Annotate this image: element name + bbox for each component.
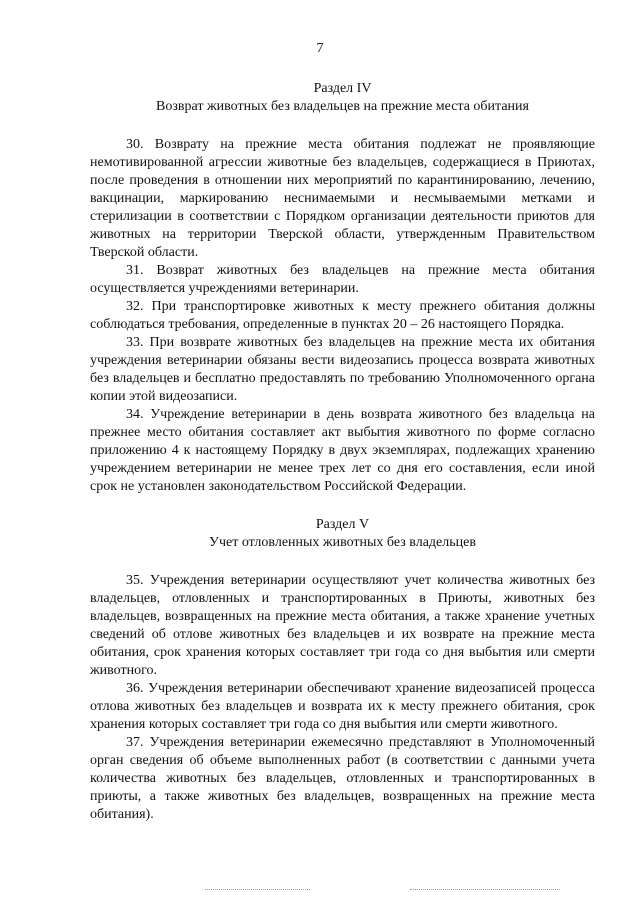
section-heading: Раздел V [315, 517, 370, 532]
paragraph-34: 34. Учреждение ветеринарии в день возврата животного без владельца на прежнее место обитания составляет акт выбытия животного по форме согласно приложению 4 к настоящему Порядку в двух экземплярах, подлежащих хранению учреждением ветеринарии не менее трех лет со дня его составления, если иной срок не установлен законодательством Российской Федерации. [90, 407, 595, 494]
paragraph-32: 32. При транспортировке животных к месту прежнего обитания должны соблюдаться требования, определенные в пунктах 20 – 26 настоящего Порядка. [90, 299, 595, 332]
page-number: 7 [316, 41, 324, 56]
paragraph-31: 31. Возврат животных без владельцев на прежние места обитания осуществляется учреждениями ветеринарии. [90, 263, 595, 296]
paragraph-30: 30. Возврату на прежние места обитания подлежат не проявляющие немотивированной агрессии животные без владельцев, содержащиеся в Приютах, после проведения в отношении них мероприятий по карантинированию, лечению, вакцинации, маркированию неснимаемыми и несмываемыми метками и стерилизации в соответствии с Порядком организации деятельности приютов для животных на территории Тверской области, утвержденным Правительством Тверской области. [90, 137, 595, 260]
section-title: Учет отловленных животных без владельцев [209, 535, 476, 550]
section-title: Возврат животных без владельцев на прежние места обитания [156, 99, 529, 114]
document-body [90, 80, 595, 824]
paragraph-36: 36. Учреждения ветеринарии обеспечивают хранение видеозаписей процесса отлова животных без владельцев и возврата их к месту прежнего обитания, срок хранения которых составляет три года со дня выбытия или смерти животного. [90, 681, 595, 732]
section-spacer [90, 496, 595, 516]
footer-rule-right [410, 889, 560, 890]
paragraph-33: 33. При возврате животных без владельцев на прежние места их обитания учреждения ветеринарии обязаны вести видеозапись процесса возврата животных без владельцев и бесплатно предоставлять по требованию Уполномоченного органа копии этой видеозаписи. [90, 335, 595, 404]
section-iv [90, 80, 595, 496]
paragraph-35: 35. Учреждения ветеринарии осуществляют учет количества животных без владельцев, отловленных и транспортированных в Приюты, животных без владельцев, возвращенных на прежние места обитания, а также хранение учетных сведений об отлове животных без владельцев и их возврате на прежние места обитания, срок хранения которых составляет три года со дня выбытия или смерти животного. [90, 573, 595, 678]
footer-rules [0, 889, 640, 893]
paragraph-37: 37. Учреждения ветеринарии ежемесячно представляют в Уполномоченный орган сведения об объеме выполненных работ (в соответствии с данными учета количества животных без владельцев, отловленных и транспортированных в приюты, а также животных без владельцев, возвращенных на прежние места обитания). [90, 735, 595, 822]
footer-rule-left [205, 889, 310, 890]
section-heading: Раздел IV [313, 81, 372, 96]
section-v [90, 516, 595, 824]
